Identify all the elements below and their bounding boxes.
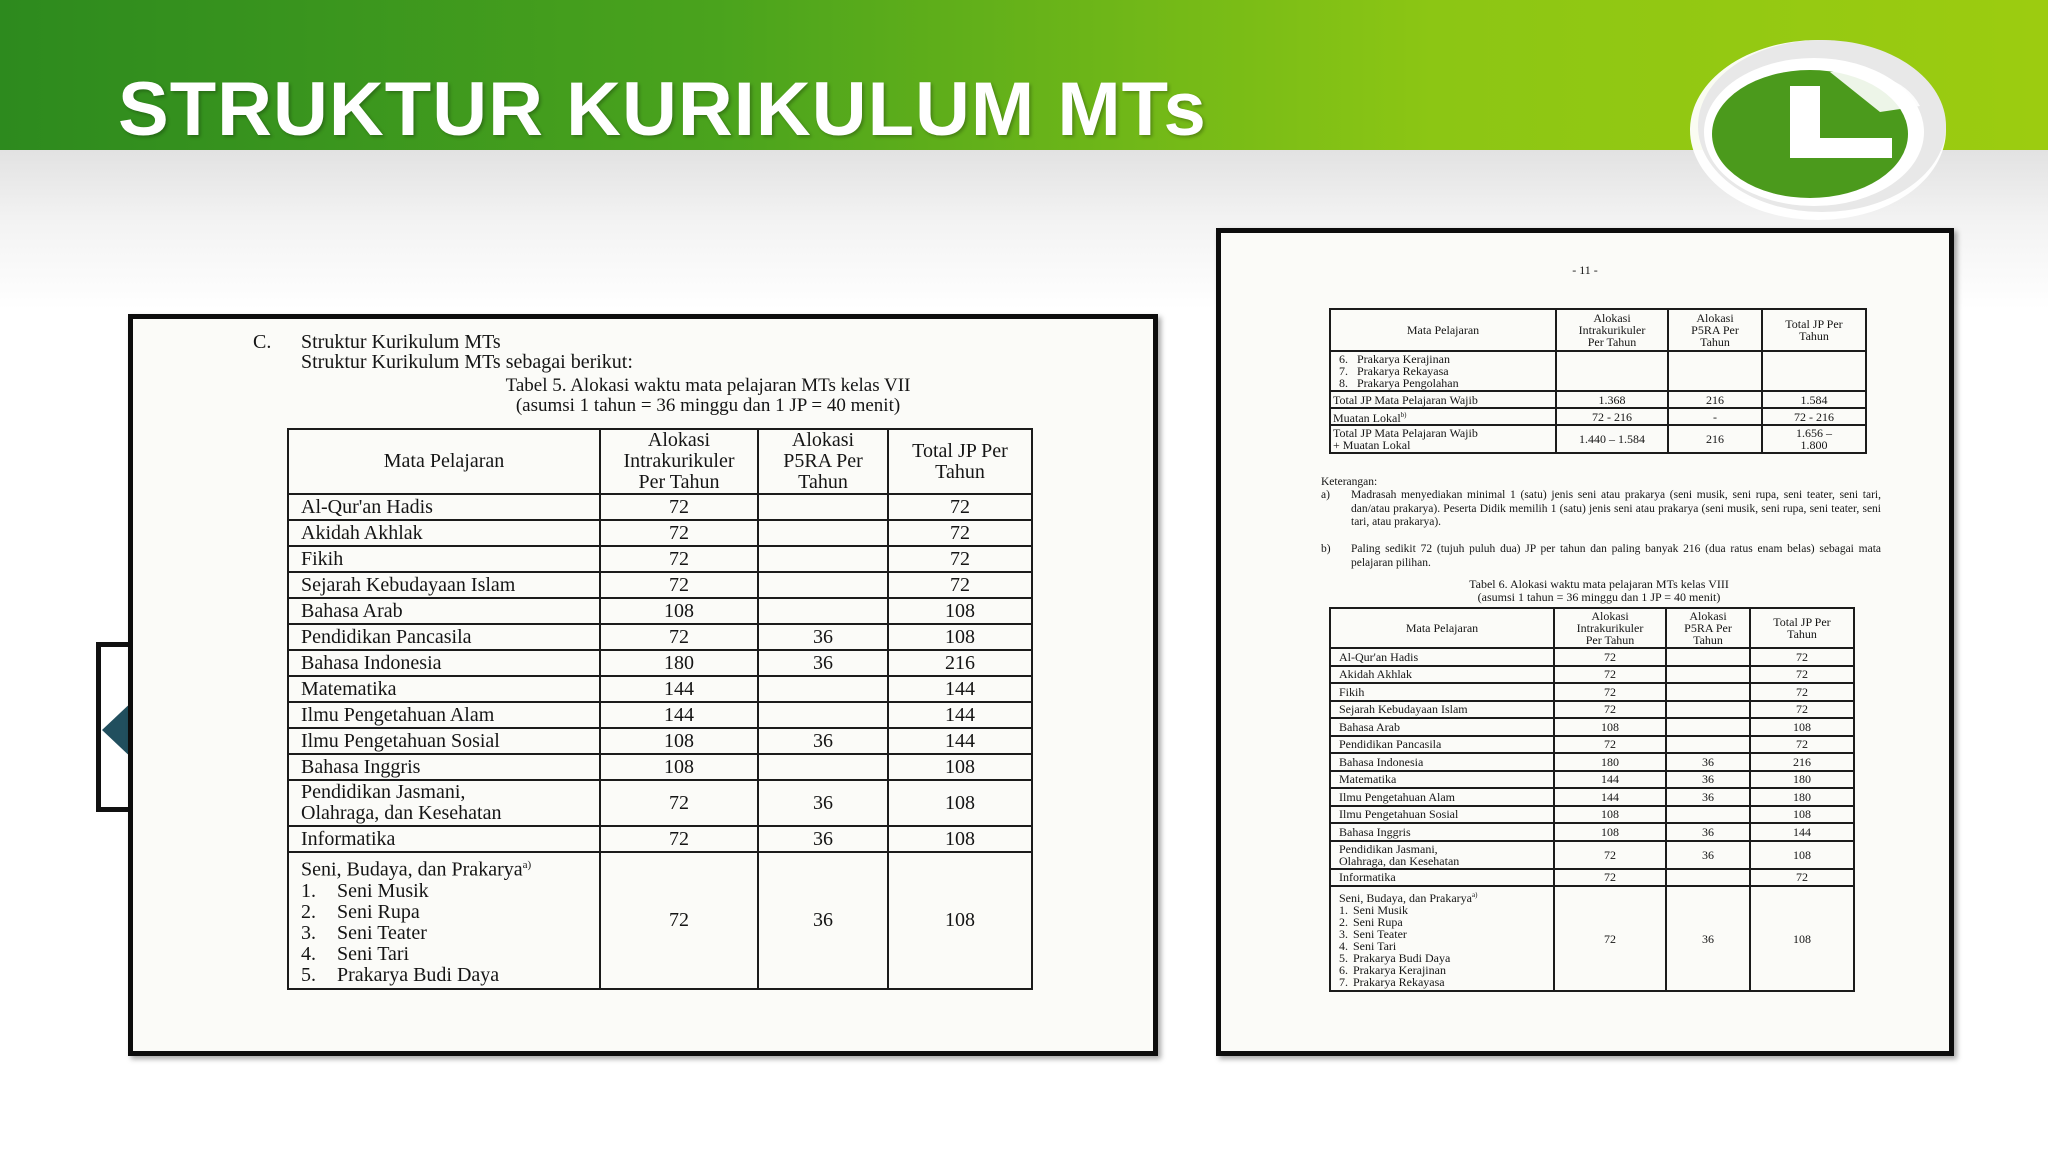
table-row-muatan-lokal: Muatan Lokal$^{b)}$ 72 - 216 - 72 - 216: [1330, 408, 1866, 425]
table-row: Ilmu Pengetahuan Sosial 108 36 144: [288, 728, 1032, 754]
col-header-subject: Mata Pelajaran: [1330, 309, 1556, 351]
col-header-intrakurikuler: Alokasi Intrakurikuler Per Tahun: [600, 429, 758, 494]
table-row-total-gabungan: Total JP Mata Pelajaran Wajib + Muatan Lokal 1.440 – 1.584 216 1.656 – 1.800: [1330, 425, 1866, 453]
col-header-subject: Mata Pelajaran: [1330, 608, 1554, 648]
table-row: Ilmu Pengetahuan Alam 144 36 180: [1330, 788, 1854, 806]
table-row-prakarya: 6. Prakarya Kerajinan 7. Prakarya Rekayasa 8. Prakarya Pengolahan: [1330, 351, 1866, 391]
table-caption-note: (asumsi 1 tahun = 36 minggu dan 1 JP = 40 menit): [515, 395, 901, 416]
section-intro: Struktur Kurikulum MTs sebagai berikut:: [301, 351, 633, 373]
table-row: Al-Qur'an Hadis 72 72: [1330, 648, 1854, 666]
table-caption-note: (asumsi 1 tahun = 36 minggu dan 1 JP = 40 menit): [1477, 590, 1721, 604]
table-row: Akidah Akhlak 72 72: [1330, 666, 1854, 684]
col-header-intrakurikuler: Alokasi Intrakurikuler Per Tahun: [1554, 608, 1666, 648]
col-header-total: Total JP Per Tahun: [888, 429, 1032, 494]
note-a: a) Madrasah menyediakan minimal 1 (satu) jenis seni atau prakarya (seni musik, seni rupa, seni teater, seni tari, dan/atau prakarya). Peserta Didik memilih 1 (satu) jenis seni atau prakarya (seni musik, seni rupa, seni teater, seni tari, atau prakarya).: [1321, 489, 1881, 528]
table-row: Bahasa Arab 108 108: [288, 598, 1032, 624]
table-row: Bahasa Indonesia 180 36 216: [288, 650, 1032, 676]
document-image-kelas-vii: [128, 314, 1158, 1056]
table-row: Fikih 72 72: [288, 546, 1032, 572]
table-caption: Tabel 5. Alokasi waktu mata pelajaran MTs kelas VII: [505, 375, 911, 396]
table-row: Pendidikan Pancasila 72 72: [1330, 736, 1854, 754]
col-header-p5ra: Alokasi P5RA Per Tahun: [1666, 608, 1750, 648]
table-row-seni: Seni, Budaya, dan Prakarya$^{a)}$ 1. Seni Musik 2. Seni Rupa 3. Seni Teater 4. Seni Tari 5. Prakarya Budi Daya 72 36 108: [288, 852, 1032, 989]
table-header-row: [1330, 309, 1866, 351]
table-row: Ilmu Pengetahuan Sosial 108 108: [1330, 806, 1854, 824]
table-row-pjok: Pendidikan Jasmani, Olahraga, dan Kesehatan 72 36 108: [288, 780, 1032, 826]
table-row-pjok: Pendidikan Jasmani, Olahraga, dan Kesehatan 72 36 108: [1330, 841, 1854, 869]
logo-ring-icon: [1670, 28, 1960, 228]
table-row: Sejarah Kebudayaan Islam 72 72: [1330, 701, 1854, 719]
col-header-subject: Mata Pelajaran: [288, 429, 600, 494]
col-header-total: Total JP Per Tahun: [1750, 608, 1854, 648]
allocation-table-vii-continued: [1329, 308, 1867, 454]
page-number: - 11 -: [1572, 263, 1598, 277]
table-row: Informatika 72 36 108: [288, 826, 1032, 852]
table-row: Bahasa Indonesia 180 36 216: [1330, 753, 1854, 771]
document-image-kelas-viii: [1216, 228, 1954, 1056]
table-row: Matematika 144 144: [288, 676, 1032, 702]
table-row: Ilmu Pengetahuan Alam 144 144: [288, 702, 1032, 728]
table-row: Bahasa Arab 108 108: [1330, 718, 1854, 736]
table-row-total-wajib: Total JP Mata Pelajaran Wajib 1.368 216 1.584: [1330, 391, 1866, 408]
allocation-table-vii: [287, 428, 1033, 990]
table-row: Al-Qur'an Hadis 72 72: [288, 494, 1032, 520]
col-header-p5ra: Alokasi P5RA Per Tahun: [758, 429, 888, 494]
col-header-intrakurikuler: Alokasi Intrakurikuler Per Tahun: [1556, 309, 1668, 351]
table-caption: Tabel 6. Alokasi waktu mata pelajaran MTs kelas VIII: [1469, 577, 1729, 591]
table-row: Pendidikan Pancasila 72 36 108: [288, 624, 1032, 650]
notes-heading: Keterangan:: [1321, 476, 1378, 488]
note-b: b) Paling sedikit 72 (tujuh puluh dua) JP per tahun dan paling banyak 216 (dua ratus enam belas) sebagai mata pelajaran pilihan.: [1321, 543, 1881, 569]
section-letter: C.: [253, 331, 272, 353]
allocation-table-viii: [1329, 607, 1855, 992]
table-row: Bahasa Inggris 108 36 144: [1330, 823, 1854, 841]
table-row: Akidah Akhlak 72 72: [288, 520, 1032, 546]
table-header-row: [288, 429, 1032, 494]
table-row: Bahasa Inggris 108 108: [288, 754, 1032, 780]
table-row-seni: Seni, Budaya, dan Prakarya$^{a)}$ 1. Seni Musik 2. Seni Rupa 3. Seni Teater 4. Seni Tari 5. Prakarya Budi Daya 6. Prakarya Kerajinan 7. Prakarya Rekayasa 72 36 108: [1330, 886, 1854, 991]
table-row: Matematika 144 36 180: [1330, 771, 1854, 789]
table-row: Informatika 72 72: [1330, 869, 1854, 887]
slide-title: STRUKTUR KURIKULUM MTs: [118, 67, 1207, 152]
col-header-p5ra: Alokasi P5RA Per Tahun: [1668, 309, 1762, 351]
table-header-row: [1330, 608, 1854, 648]
col-header-total: Total JP Per Tahun: [1762, 309, 1866, 351]
table-row: Sejarah Kebudayaan Islam 72 72: [288, 572, 1032, 598]
table-row: Fikih 72 72: [1330, 683, 1854, 701]
section-title: Struktur Kurikulum MTs: [301, 331, 501, 353]
